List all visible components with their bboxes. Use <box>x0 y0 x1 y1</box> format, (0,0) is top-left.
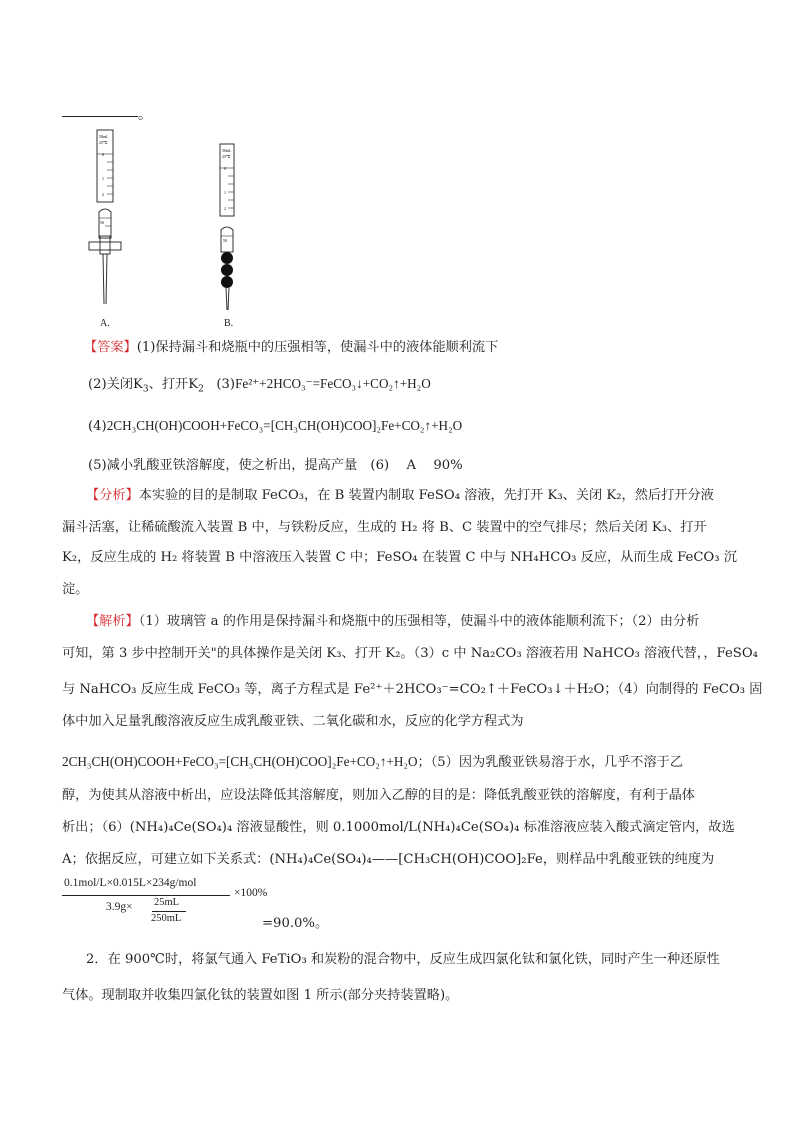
answer-4-num: (4) <box>88 419 107 434</box>
question-2-line-2: 气体。现制取并收集四氯化钛的装置如图 1 所示(部分夹持装置略)。 <box>62 988 459 1003</box>
sub-fraction-denominator: 250mL <box>151 913 182 924</box>
answer-2-k3: 3 <box>142 384 149 395</box>
analysis-line-3: K₂，反应生成的 H₂ 将装置 B 中溶液压入装置 C 中；FeSO₄ 在装置 C 中与 NH₄HCO₃ 反应，从而生成 FeCO₃ 沉 <box>62 550 737 565</box>
cyl-a-temp: 25℃ <box>99 140 108 145</box>
cyl-b-tick-0: 0 <box>224 166 226 171</box>
sub-fraction-bar <box>152 911 186 912</box>
analysis-tag: 【分析】 <box>86 488 139 503</box>
analysis-line-1 <box>86 486 766 506</box>
analysis-text-1: 本实验的目的是制取 FeCO₃，在 B 装置内制取 FeSO₄ 溶液，先打开 K₃、关闭 K₂，然后打开分液 <box>138 488 714 503</box>
answer-line-5 <box>88 456 768 476</box>
answer-line-2 <box>88 374 768 395</box>
burette-b-tick-50: 50 <box>223 238 227 243</box>
answer-2-pre: (2)关闭K <box>88 377 143 392</box>
explain-line-8: A；依据反应，可建立如下关系式：(NH₄)₄Ce(SO₄)₄——[CH₃CH(OH)COO]₂Fe，则样品中乳酸亚铁的纯度为 <box>62 852 715 867</box>
fraction-multiplier: ×100% <box>234 887 268 899</box>
answer-blank-line <box>62 116 138 117</box>
figure-label-a: A. <box>100 318 110 329</box>
answer-1: (1)保持漏斗和烧瓶中的压强相等，使漏斗中的液体能顺利流下 <box>136 340 499 355</box>
question-2-line-1: 2．在 900℃时，将氯气通入 FeTiO₃ 和炭粉的混合物中，反应生成四氯化钛和氯化铁，同时产生一种还原性 <box>86 952 720 967</box>
fraction-denominator: 3.9g× <box>106 901 133 913</box>
cyl-b-tick-1: 1 <box>224 190 226 195</box>
fraction-numerator: 0.1mol/L×0.015L×234g/mol <box>64 877 197 889</box>
analysis-line-4: 淀。 <box>62 582 89 597</box>
cyl-b-tick-2: 2 <box>224 206 226 211</box>
explain-line-4: 体中加入足量乳酸溶液反应生成乳酸亚铁、二氧化碳和水，反应的化学方程式为 <box>62 714 524 729</box>
period-mark: 。 <box>138 107 152 123</box>
fraction-bar <box>62 895 230 896</box>
burette-b-figure <box>208 140 248 316</box>
equation-3: Fe²⁺+2HCO₃⁻=FeCO₃↓+CO₂↑+H₂O <box>235 376 431 391</box>
answer-line-4 <box>88 416 768 437</box>
burette-a-tick-50: 50 <box>100 220 104 225</box>
cyl-a-tick-0: 0 <box>102 152 104 157</box>
cyl-b-text: 50mL <box>222 148 232 153</box>
explain-line-1 <box>86 612 766 632</box>
explain-equation: 2CH₃CH(OH)COOH+FeCO₃=[CH₃CH(OH)COO]₂Fe+CO₂↑+H₂O <box>62 754 418 769</box>
figure-label-b: B. <box>224 318 234 329</box>
explain-tag: 【解析】 <box>86 614 139 629</box>
cyl-a-tick-1: 1 <box>102 176 104 181</box>
equation-4: 2CH₃CH(OH)COOH+FeCO₃=[CH₃CH(OH)COO]₂Fe+CO₂↑+H₂O <box>106 418 463 433</box>
burette-a-figure <box>85 126 135 316</box>
explain-line-2: 可知，第 3 步中控制开关"的具体操作是关闭 K₃、打开 K₂。（3）c 中 Na₂CO₃ 溶液若用 NaHCO₃ 溶液代替，，FeSO₄ <box>62 646 758 661</box>
explain-text-5: ；（5）因为乳酸亚铁易溶于水，几乎不溶于乙 <box>417 755 684 770</box>
answer-tag: 【答案】 <box>84 340 137 355</box>
explain-line-5 <box>62 752 742 773</box>
answer-2-mid: 、打开K <box>148 377 199 392</box>
explain-line-6: 醇，为使其从溶液中析出，应设法降低其溶解度，则加入乙醇的目的是：降低乳酸亚铁的溶解度，有利于晶体 <box>62 788 695 803</box>
answer-2-k2: 2 <box>198 384 204 395</box>
purity-fraction <box>62 877 282 927</box>
analysis-line-2: 漏斗活塞，让稀硫酸流入装置 B 中，与铁粉反应，生成的 H₂ 将 B、C 装置中的空气排尽；然后关闭 K₃、打开 <box>62 520 707 535</box>
explain-line-3: 与 NaHCO₃ 反应生成 FeCO₃ 等，离子方程式是 Fe²⁺＋2HCO₃⁻=CO₂↑＋FeCO₃↓＋H₂O；（4）向制得的 FeCO₃ 固 <box>62 682 763 697</box>
purity-result: =90.0%。 <box>262 916 329 931</box>
explain-text-1: （1）玻璃管 a 的作用是保持漏斗和烧瓶中的压强相等，使漏斗中的液体能顺利流下；（2）由分析 <box>138 614 700 629</box>
cyl-a-text: 50mL <box>99 134 109 139</box>
explain-line-7: 析出；（6）(NH₄)₄Ce(SO₄)₄ 溶液显酸性，则 0.1000mol/L(NH₄)₄Ce(SO₄)₄ 标准溶液应装入酸式滴定管内，故选 <box>62 820 735 835</box>
answer-5: (5)减小乳酸亚铁溶解度，使之析出，提高产量 (6) A 90% <box>88 458 463 473</box>
answer-3-num: (3) <box>216 377 236 392</box>
sub-fraction-numerator: 25mL <box>154 897 180 908</box>
cyl-b-temp: 25℃ <box>222 154 231 159</box>
answer-line-1 <box>84 338 764 358</box>
cyl-a-tick-2: 2 <box>102 192 104 197</box>
